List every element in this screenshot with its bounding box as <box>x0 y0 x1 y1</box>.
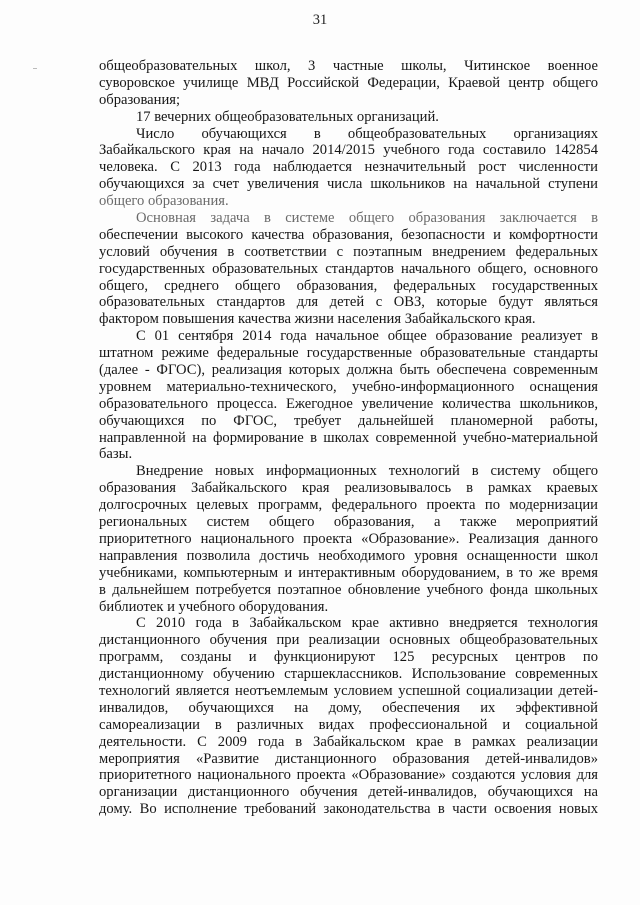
text-line: государственных образовательных стандартов начального общего, основного <box>99 260 598 277</box>
text-line: условий обучения в соответствии с поэтапным внедрением федеральных <box>99 243 598 260</box>
text-line: направленной на формирование в школах современной учебно-материальной <box>99 429 598 446</box>
text-line: организации дистанционного обучения детей-инвалидов, обучающихся на <box>99 784 598 801</box>
text-line: обучающихся по ФГОС, требует дальнейшей планомерной работы, <box>99 412 598 429</box>
text-line: направления позволила достичь необходимого уровня оснащенности школ <box>99 547 598 564</box>
text-line: самореализации в различных видах профессиональной и социальной <box>99 716 598 733</box>
margin-mark <box>33 68 37 69</box>
text-line: дистанционному обучению старшеклассников. Использование современных <box>99 666 598 683</box>
page-number: 31 <box>312 12 328 28</box>
text-line: инвалидов, обучающихся на дому, обеспечения их эффективной <box>99 699 598 716</box>
text-line: долгосрочных целевых программ, федерального проекта по модернизации <box>99 497 598 514</box>
text-line: образования; <box>99 91 181 108</box>
text-line: региональных систем общего образования, а также мероприятий <box>99 514 598 531</box>
paragraph-p5 <box>99 328 598 463</box>
text-line: Основная задача в системе общего образования заключается в <box>136 210 598 227</box>
text-line: приоритетного национального проекта «Образование» создаются условия для <box>99 767 598 784</box>
text-line: Число обучающихся в общеобразовательных организациях <box>136 125 598 142</box>
paragraph-p7 <box>99 615 598 818</box>
text-line: уровнем материально-технического, учебно-информационного оснащения <box>99 378 598 395</box>
text-line: штатном режиме федеральные государственные образовательные стандарты <box>99 345 598 362</box>
text-line: в дальнейшем потребуется поэтапное обновление учебного фонда школьных <box>99 581 598 598</box>
text-line: образовательного процесса. Ежегодное увеличение количества школьников, <box>99 395 598 412</box>
text-line: программ, созданы и функционируют 125 ресурсных центров по <box>99 649 598 666</box>
text-line: (далее - ФГОС), реализация которых должна быть обеспечена современным <box>99 362 598 379</box>
text-line: мероприятия «Развитие дистанционного образования детей-инвалидов» <box>99 750 598 767</box>
document-body <box>99 58 598 818</box>
paragraph-p3 <box>99 126 598 210</box>
text-line: С 01 сентября 2014 года начальное общее образование реализует в <box>136 328 598 345</box>
text-line: Внедрение новых информационных технологий в систему общего <box>136 463 598 480</box>
text-line: образования Забайкальского края реализовывалось в рамках краевых <box>99 480 598 497</box>
text-line: 17 вечерних общеобразовательных организаций. <box>136 108 439 125</box>
text-line: базы. <box>99 446 133 463</box>
text-line: дистанционного обучения при реализации основных общеобразовательных <box>99 632 598 649</box>
text-line: дому. Во исполнение требований законодательства в части освоения новых <box>99 801 598 818</box>
text-line: фактором повышения качества жизни населения Забайкальского края. <box>99 311 536 328</box>
text-line: обеспечении высокого качества образования, безопасности и комфортности <box>99 226 598 243</box>
text-line: общего, среднего общего образования, федеральных государственных <box>99 277 598 294</box>
paragraph-p1 <box>99 58 598 109</box>
text-line: общеобразовательных школ, 3 частные школы, Читинское военное <box>99 58 598 74</box>
text-line: образовательных стандартов для детей с ОВЗ, которые будут являться <box>99 294 598 311</box>
paragraph-p2 <box>99 109 598 126</box>
text-line: общего образования. <box>99 193 229 210</box>
text-line: учебниками, компьютерным и интерактивным оборудованием, в то же время <box>99 564 598 581</box>
paragraph-p6 <box>99 463 598 615</box>
text-line: С 2010 года в Забайкальском крае активно внедряется технология <box>136 615 598 632</box>
text-line: человека. С 2013 года наблюдается незначительный рост численности <box>99 159 598 176</box>
text-line: библиотек и учебного оборудования. <box>99 598 329 615</box>
text-line: суворовское училище МВД Российской Федерации, Краевой центр общего <box>99 74 598 91</box>
text-line: деятельности. С 2009 года в Забайкальском крае в рамках реализации <box>99 733 598 750</box>
text-line: приоритетного национального проекта «Образование». Реализация данного <box>99 530 598 547</box>
text-line: обучающихся за счет увеличения числа школьников на начальной ступени <box>99 176 598 193</box>
paragraph-p4 <box>99 210 598 328</box>
text-line: технологий является неотъемлемым условием успешной социализации детей- <box>99 682 598 699</box>
text-line: Забайкальского края на начало 2014/2015 учебного года составило 142854 <box>99 142 598 159</box>
